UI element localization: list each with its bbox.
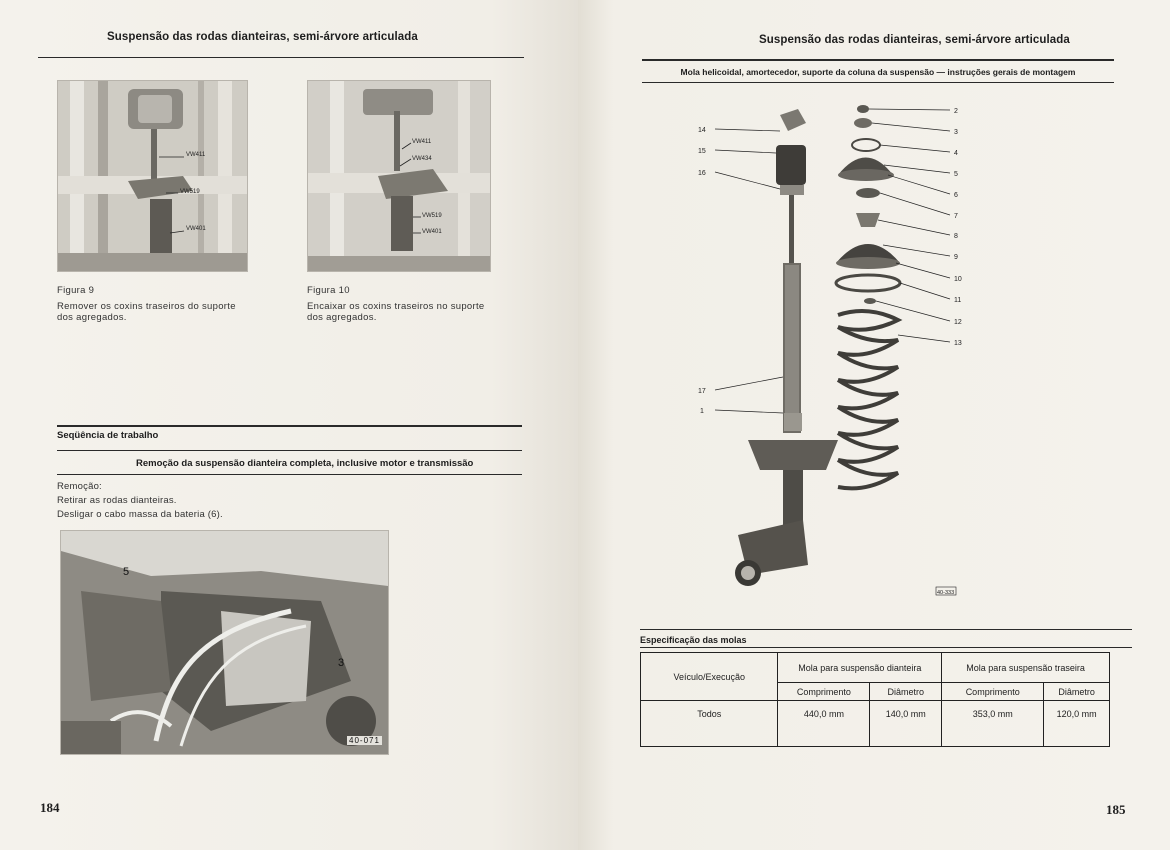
spec-title: Especificação das molas [640,635,747,645]
section-title: Remoção da suspensão dianteira completa, inclusive motor e transmissão [136,458,474,469]
table-cell-vehicle: Todos [641,701,778,747]
table-row [641,701,1110,747]
diagram-label: 4 [954,150,958,157]
figure9-tool-label: VW411 [186,152,206,158]
figure9-title: Figura 9 [57,285,95,296]
diagram-label: 8 [954,233,958,240]
table-cell-front-diameter: 140,0 mm [870,701,942,747]
diagram-label: 3 [954,129,958,136]
figure9-photo [57,80,248,272]
left-header-rule [38,57,524,58]
diagram-label: 14 [698,127,706,134]
diagram-label: 10 [954,276,962,283]
diagram-label: 11 [954,297,962,304]
figure10-text: dos agregados. [307,312,377,323]
table-header-rear-diameter: Diâmetro [1044,683,1110,701]
figure9-text: Remover os coxins traseiros do suporte [57,301,236,312]
engine-bay-photo [60,530,389,755]
diagram-label: 9 [954,254,958,261]
spec-rule [640,647,1132,648]
figure10-tool-label: VW434 [412,156,432,162]
body-line: Desligar o cabo massa da bateria (6). [57,509,223,520]
body-line: Retirar as rodas dianteiras. [57,495,177,506]
photo-code: 40-071 [349,736,380,745]
table-header-rear: Mola para suspensão traseira [942,653,1110,683]
table-header-rear-length: Comprimento [942,683,1044,701]
spec-top-rule [640,629,1132,630]
left-page-number: 184 [40,800,60,815]
table-header-front-diameter: Diâmetro [870,683,942,701]
table-cell-rear-diameter: 120,0 mm [1044,701,1110,747]
diagram-label: 16 [698,170,706,177]
figure9-text: dos agregados. [57,312,127,323]
coil-spring-part [838,311,898,488]
table-header-front-length: Comprimento [778,683,870,701]
left-page-header: Suspensão das rodas dianteiras, semi-árvore articulada [107,31,418,43]
diagram-label: 2 [954,108,958,115]
right-header-rule [642,59,1114,61]
diagram-label: 13 [954,340,962,347]
spring-spec-table [640,652,1110,747]
body-line: Remoção: [57,481,102,492]
diagram-label: 17 [698,388,706,395]
figure9-tool-label: VW401 [186,226,206,232]
figure10-tool-label: VW401 [422,229,442,235]
diagram-code: 40-333 [937,590,955,596]
photo-callout: 3 [338,657,345,669]
figure10-text: Encaixar os coxins traseiros no suporte [307,301,485,312]
right-page-number: 185 [1106,802,1126,817]
subheader-rule [642,82,1114,83]
table-header-vehicle: Veículo/Execução [641,653,778,701]
figure10-tool-label: VW519 [422,213,442,219]
left-page [0,0,578,850]
table-cell-rear-length: 353,0 mm [942,701,1044,747]
diagram-label: 12 [954,319,962,326]
diagram-label: 5 [954,171,958,178]
sequence-top-rule [57,425,522,427]
figure9-tool-label: VW519 [180,189,200,195]
diagram-label: 7 [954,213,958,220]
figure10-tool-label: VW411 [412,139,432,145]
exploded-diagram [688,95,998,605]
table-cell-front-length: 440,0 mm [778,701,870,747]
figure10-photo [307,80,491,272]
right-page [578,0,1170,850]
diagram-label: 1 [700,408,704,415]
right-page-header: Suspensão das rodas dianteiras, semi-árvore articulada [759,34,1070,46]
diagram-label: 6 [954,192,958,199]
photo-callout: 5 [123,566,130,578]
bump-stop-part [776,145,806,185]
right-subheader: Mola helicoidal, amortecedor, suporte da coluna da suspensão — instruções gerais de montagem [680,67,1076,77]
sequence-header: Seqüência de trabalho [57,430,159,441]
section-rule [57,474,522,475]
table-header-front: Mola para suspensão dianteira [778,653,942,683]
sequence-rule [57,450,522,451]
figure10-title: Figura 10 [307,285,350,296]
diagram-label: 15 [698,148,706,155]
